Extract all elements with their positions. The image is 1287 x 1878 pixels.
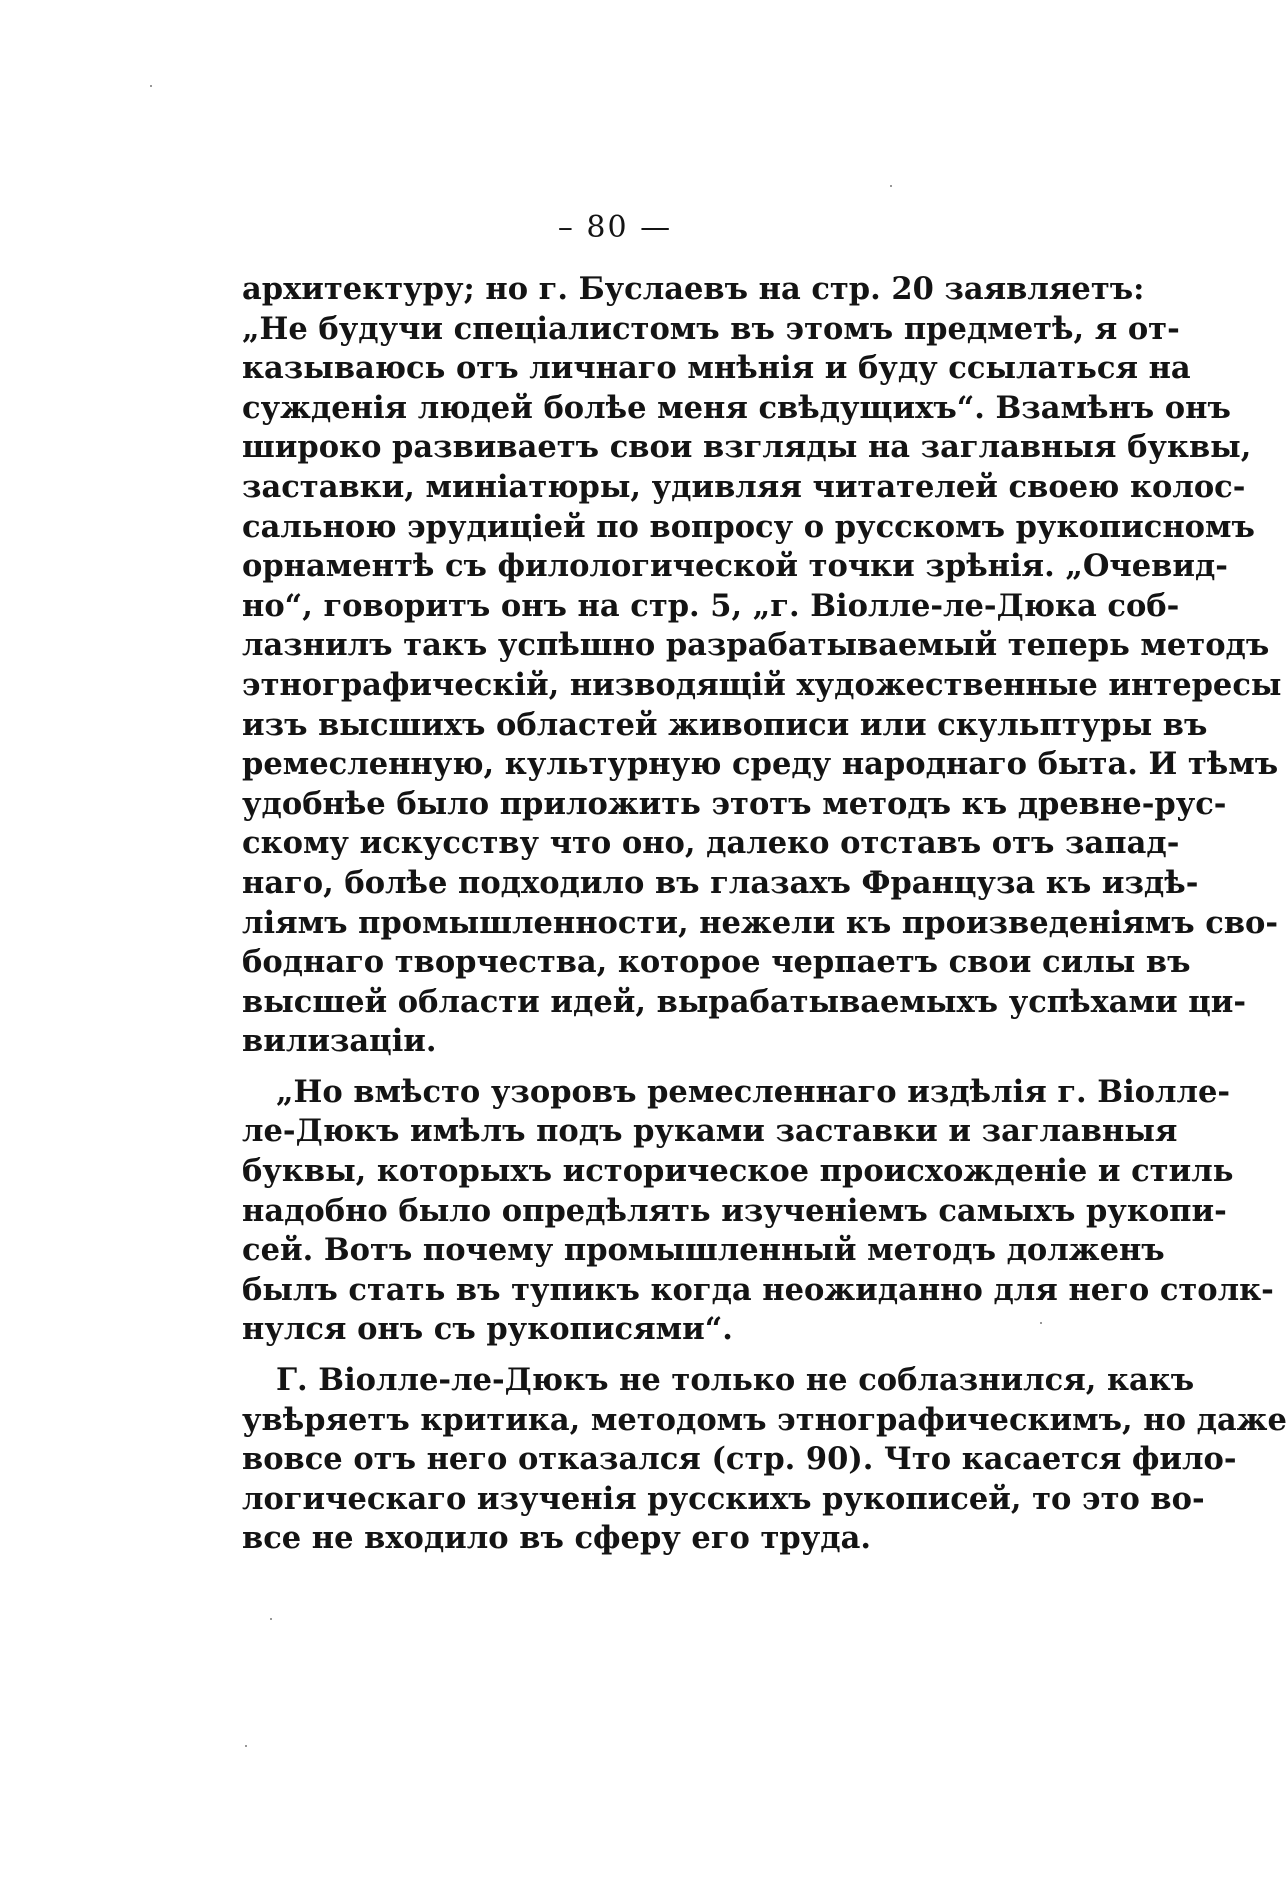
text-line: сужденія людей болѣе меня свѣдущихъ“. Взамѣнъ онъ [242, 389, 1231, 426]
text-line: этнографическій, низводящій художественные интересы [242, 666, 1282, 703]
text-line: удобнѣе было приложить этотъ методъ къ древне-рус- [242, 785, 1227, 822]
text-line: все не входило въ сферу его труда. [242, 1520, 871, 1557]
text-line: ремесленную, культурную среду народнаго быта. И тѣмъ [242, 746, 1279, 783]
text-line: орнаментѣ съ филологической точки зрѣнія. „Очевид- [242, 548, 1228, 585]
text-line: изъ высшихъ областей живописи или скульптуры въ [242, 706, 1208, 743]
page-number: – 80 — [557, 210, 673, 245]
scan-speck [890, 185, 892, 187]
text-line: Г. Віолле-ле-Дюкъ не только не соблазнился, какъ [276, 1362, 1195, 1399]
text-line: надобно было опредѣлять изученіемъ самыхъ рукопи- [242, 1192, 1227, 1229]
text-line: „Но вмѣсто узоровъ ремесленнаго издѣлія г. Віолле- [276, 1073, 1231, 1110]
text-line: вилизаціи. [242, 1023, 437, 1060]
text-line: увѣряетъ критика, методомъ этнографическимъ, но даже [242, 1401, 1287, 1438]
scan-speck [270, 1618, 272, 1620]
paragraph-1 [242, 270, 1282, 1062]
text-line: заставки, миніатюры, удивляя читателей своею колос- [242, 468, 1246, 505]
text-line: вовсе отъ него отказался (стр. 90). Что касается фило- [242, 1441, 1237, 1478]
paragraph-2 [242, 1073, 1274, 1350]
text-line: наго, болѣе подходило въ глазахъ Француза къ издѣ- [242, 864, 1199, 901]
text-line: буквы, которыхъ историческое происхожденіе и стиль [242, 1153, 1234, 1190]
text-line: логическаго изученія русскихъ рукописей, то это во- [242, 1480, 1205, 1517]
text-line: но“, говоритъ онъ на стр. 5, „г. Віолле-ле-Дюка соб- [242, 587, 1180, 624]
body-text [242, 270, 1287, 1559]
text-line: скому искусству что оно, далеко отставъ отъ запад- [242, 825, 1180, 862]
text-line: сальною эрудиціей по вопросу о русскомъ рукописномъ [242, 508, 1255, 545]
text-line: казываюсь отъ личнаго мнѣнія и буду ссылаться на [242, 350, 1191, 387]
text-line: сей. Вотъ почему промышленный методъ долженъ [242, 1232, 1165, 1269]
text-line: ліямъ промышленности, нежели къ произведеніямъ сво- [242, 904, 1279, 941]
text-line: лазнилъ такъ успѣшно разрабатываемый теперь методъ [242, 627, 1270, 664]
text-line: широко развиваетъ свои взгляды на заглавныя буквы, [242, 429, 1252, 466]
text-line: архитектуру; но г. Буслаевъ на стр. 20 заявляетъ: [242, 271, 1145, 307]
text-line: высшей области идей, вырабатываемыхъ успѣхами ци- [242, 983, 1247, 1020]
text-line: былъ стать въ тупикъ когда неожиданно для него столк- [242, 1271, 1274, 1308]
text-line: ле-Дюкъ имѣлъ подъ руками заставки и заглавныя [242, 1113, 1178, 1150]
scan-speck [1040, 1322, 1042, 1324]
text-line: „Не будучи спеціалистомъ въ этомъ предметѣ, я от- [242, 310, 1180, 347]
text-line: боднаго творчества, которое черпаетъ свои силы въ [242, 944, 1191, 981]
paragraph-3 [242, 1361, 1287, 1559]
scan-speck [150, 85, 152, 87]
text-line: нулся онъ съ рукописями“. [242, 1311, 733, 1348]
scan-speck [245, 1745, 247, 1747]
